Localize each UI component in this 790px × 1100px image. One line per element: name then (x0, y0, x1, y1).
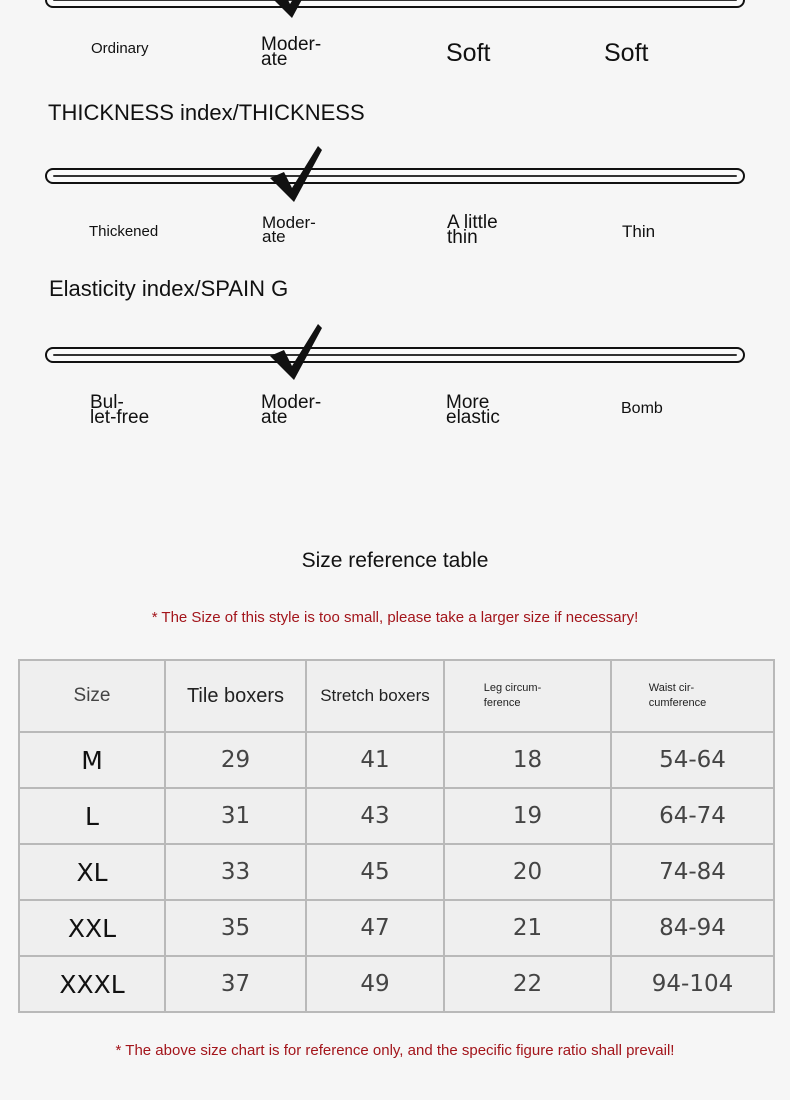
header-stretch-boxers: Stretch boxers (306, 660, 444, 732)
table-row (19, 732, 774, 788)
softness-label-1: Ordinary (91, 40, 149, 57)
tile-boxers-cell: 33 (165, 844, 306, 900)
size-cell: M (19, 732, 165, 788)
tile-boxers-cell: 37 (165, 956, 306, 1012)
header-leg-circumference: Leg circum- ference (444, 660, 611, 732)
tile-boxers-cell: 29 (165, 732, 306, 788)
softness-label-4: Soft (604, 39, 649, 67)
thickness-label-1: Thickened (89, 223, 159, 240)
elasticity-label-1: Bul- let-free (90, 392, 150, 429)
table-row (19, 956, 774, 1012)
size-cell: XXL (19, 900, 165, 956)
waist-cell: 74-84 (611, 844, 774, 900)
checkmark-icon (264, 142, 326, 204)
tile-boxers-cell: 35 (165, 900, 306, 956)
index-bar-thickness (45, 168, 745, 184)
stretch-boxers-cell: 43 (306, 788, 444, 844)
table-header-row (19, 660, 774, 732)
waist-cell: 64-74 (611, 788, 774, 844)
thickness-index-title: THICKNESS index/THICKNESS (48, 100, 365, 125)
size-note-bottom: * The above size chart is for reference only, and the specific figure ratio shall prevail! (115, 1042, 675, 1059)
header-waist-circumference: Waist cir- cumference (611, 660, 774, 732)
size-cell: L (19, 788, 165, 844)
header-size: Size (19, 660, 165, 732)
table-row (19, 900, 774, 956)
index-bar-elasticity (45, 347, 745, 363)
waist-cell: 94-104 (611, 956, 774, 1012)
waist-cell: 84-94 (611, 900, 774, 956)
size-cell: XL (19, 844, 165, 900)
elasticity-label-3: More elastic (446, 392, 500, 429)
index-bar-softness (45, 0, 745, 8)
leg-cell: 20 (444, 844, 611, 900)
size-table-title: Size reference table (301, 549, 489, 572)
elasticity-label-2: Moder- ate (261, 392, 322, 429)
elasticity-label-4: Bomb (621, 400, 663, 417)
softness-label-2: Moder- ate (261, 34, 322, 71)
table-row (19, 788, 774, 844)
stretch-boxers-cell: 47 (306, 900, 444, 956)
header-tile-boxers: Tile boxers (165, 660, 306, 732)
leg-cell: 19 (444, 788, 611, 844)
stretch-boxers-cell: 49 (306, 956, 444, 1012)
leg-cell: 22 (444, 956, 611, 1012)
thickness-label-2: Moder- ate (262, 213, 316, 246)
stretch-boxers-cell: 45 (306, 844, 444, 900)
table-row (19, 844, 774, 900)
thickness-label-4: Thin (622, 222, 656, 241)
size-reference-table (18, 659, 775, 1013)
size-cell: XXXL (19, 956, 165, 1012)
leg-cell: 18 (444, 732, 611, 788)
tile-boxers-cell: 31 (165, 788, 306, 844)
leg-cell: 21 (444, 900, 611, 956)
checkmark-icon (262, 0, 324, 20)
softness-label-3: Soft (446, 39, 491, 67)
elasticity-index-title: Elasticity index/SPAIN G (49, 276, 289, 301)
size-note-top: * The Size of this style is too small, please take a larger size if necessary! (151, 609, 639, 626)
stretch-boxers-cell: 41 (306, 732, 444, 788)
checkmark-icon (264, 320, 326, 382)
thickness-label-3: A little thin (447, 212, 498, 249)
waist-cell: 54-64 (611, 732, 774, 788)
